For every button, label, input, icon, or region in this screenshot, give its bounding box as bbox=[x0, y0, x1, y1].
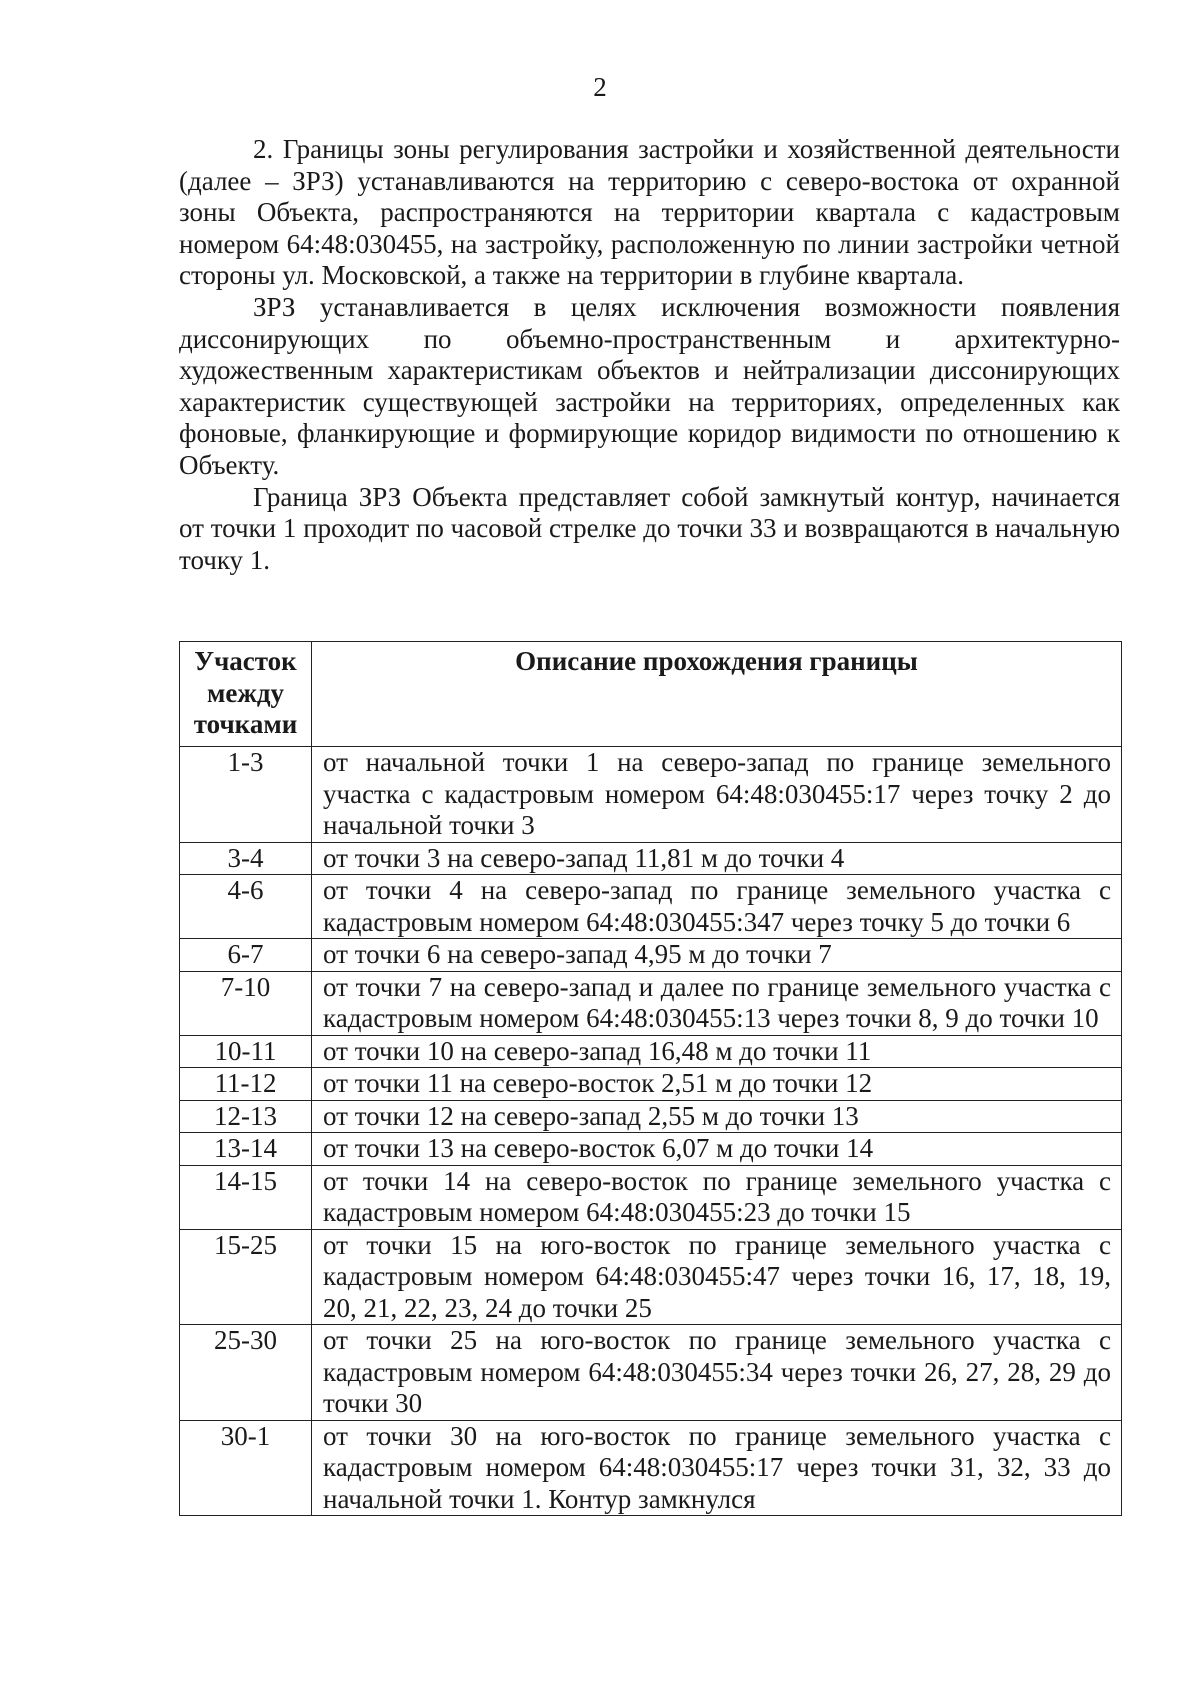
table-header-row bbox=[180, 642, 1122, 747]
description-cell: от точки 15 на юго-восток по границе земельного участка с кадастровым номером 64:48:030455:47 через точки 16, 17, 18, 19, 20, 21, 22, 23, 24 до точки 25 bbox=[312, 1229, 1122, 1325]
boundary-table bbox=[179, 641, 1122, 1516]
segment-cell: 11-12 bbox=[180, 1068, 312, 1101]
segment-cell: 25-30 bbox=[180, 1325, 312, 1421]
table-row bbox=[180, 747, 1122, 843]
paragraph-zrz-contour: Граница ЗРЗ Объекта представляет собой замкнутый контур, начинается от точки 1 проходит по часовой стрелке до точки 33 и возвращаются в начальную точку 1. bbox=[179, 481, 1120, 575]
table-row bbox=[180, 1068, 1122, 1101]
description-cell: от точки 12 на северо-запад 2,55 м до точки 13 bbox=[312, 1100, 1122, 1133]
paragraph-zrz-purpose: ЗРЗ устанавливается в целях исключения возможности появления диссонирующих по объемно-пространственным и архитектурно-художественным характеристикам объектов и нейтрализации диссонирующих характеристик существующей застройки на территориях, определенных как фоновые, фланкирующие и формирующие коридор видимости по отношению к Объекту. bbox=[179, 291, 1120, 480]
description-cell: от начальной точки 1 на северо-запад по границе земельного участка с кадастровым номером 64:48:030455:17 через точку 2 до начальной точки 3 bbox=[312, 747, 1122, 843]
segment-cell: 15-25 bbox=[180, 1229, 312, 1325]
table-row bbox=[180, 1165, 1122, 1229]
paragraph-zrz-boundaries: 2. Границы зоны регулирования застройки и хозяйственной деятельности (далее – ЗРЗ) устанавливаются на территорию с северо-востока от охранной зоны Объекта, распространяются на территории квартала с кадастровым номером 64:48:030455, на застройку, расположенную по линии застройки четной стороны ул. Московской, а также на территории в глубине квартала. bbox=[179, 134, 1120, 291]
table-row bbox=[180, 1100, 1122, 1133]
description-cell: от точки 30 на юго-восток по границе земельного участка с кадастровым номером 64:48:030455:17 через точки 31, 32, 33 до начальной точки 1. Контур замкнулся bbox=[312, 1420, 1122, 1516]
segment-cell: 13-14 bbox=[180, 1133, 312, 1166]
header-section: Участок между точками bbox=[180, 642, 312, 747]
segment-cell: 3-4 bbox=[180, 842, 312, 875]
table-row bbox=[180, 1325, 1122, 1421]
header-description: Описание прохождения границы bbox=[312, 642, 1122, 747]
table-row bbox=[180, 971, 1122, 1035]
description-cell: от точки 14 на северо-восток по границе земельного участка с кадастровым номером 64:48:030455:23 до точки 15 bbox=[312, 1165, 1122, 1229]
segment-cell: 14-15 bbox=[180, 1165, 312, 1229]
table-row bbox=[180, 939, 1122, 972]
table-row bbox=[180, 1229, 1122, 1325]
description-cell: от точки 4 на северо-запад по границе земельного участка с кадастровым номером 64:48:030455:347 через точку 5 до точки 6 bbox=[312, 875, 1122, 939]
table-row bbox=[180, 1133, 1122, 1166]
description-cell: от точки 25 на юго-восток по границе земельного участка с кадастровым номером 64:48:030455:34 через точки 26, 27, 28, 29 до точки 30 bbox=[312, 1325, 1122, 1421]
segment-cell: 6-7 bbox=[180, 939, 312, 972]
segment-cell: 1-3 bbox=[180, 747, 312, 843]
description-cell: от точки 6 на северо-запад 4,95 м до точки 7 bbox=[312, 939, 1122, 972]
description-cell: от точки 11 на северо-восток 2,51 м до точки 12 bbox=[312, 1068, 1122, 1101]
description-cell: от точки 10 на северо-запад 16,48 м до точки 11 bbox=[312, 1035, 1122, 1068]
segment-cell: 7-10 bbox=[180, 971, 312, 1035]
segment-cell: 30-1 bbox=[180, 1420, 312, 1516]
table-row bbox=[180, 875, 1122, 939]
description-cell: от точки 13 на северо-восток 6,07 м до точки 14 bbox=[312, 1133, 1122, 1166]
table-row bbox=[180, 842, 1122, 875]
description-cell: от точки 3 на северо-запад 11,81 м до точки 4 bbox=[312, 842, 1122, 875]
table-row bbox=[180, 1035, 1122, 1068]
page-number: 2 bbox=[593, 72, 607, 102]
segment-cell: 4-6 bbox=[180, 875, 312, 939]
table-row bbox=[180, 1420, 1122, 1516]
body-text bbox=[179, 134, 1120, 576]
segment-cell: 12-13 bbox=[180, 1100, 312, 1133]
segment-cell: 10-11 bbox=[180, 1035, 312, 1068]
description-cell: от точки 7 на северо-запад и далее по границе земельного участка с кадастровым номером 64:48:030455:13 через точки 8, 9 до точки 10 bbox=[312, 971, 1122, 1035]
